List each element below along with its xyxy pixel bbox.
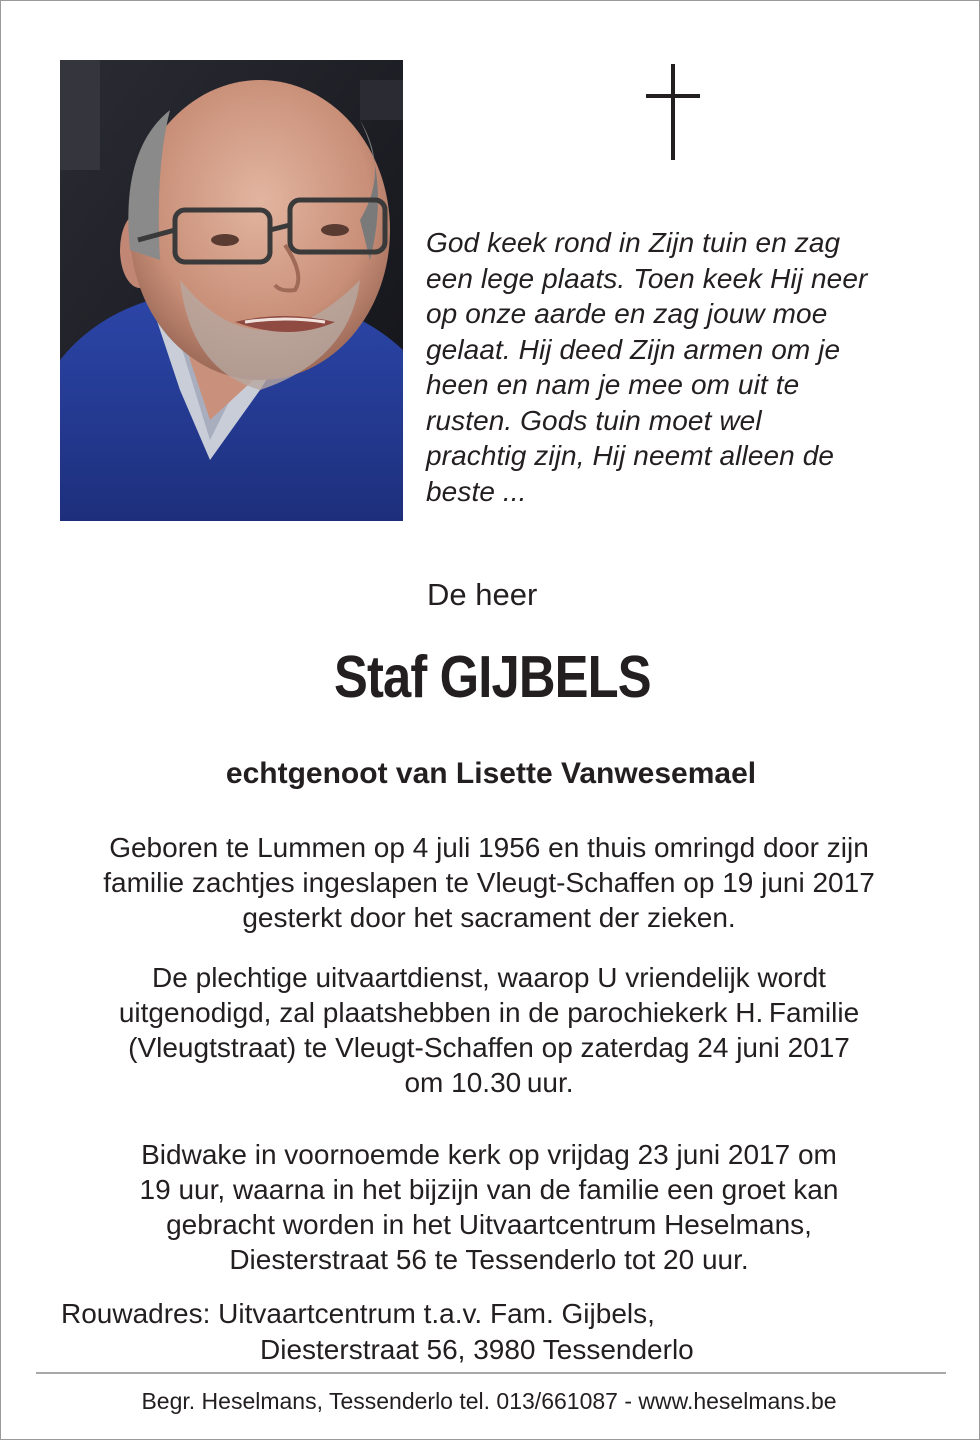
text-line: om 10.30 uur. <box>404 1067 574 1098</box>
poem-line: rusten. Gods tuin moet wel <box>426 404 762 436</box>
mourning-address-line-1: Rouwadres: Uitvaartcentrum t.a.v. Fam. Gijbels, <box>61 1298 655 1329</box>
poem-line: heen en nam je mee om uit te <box>426 369 800 400</box>
portrait-photo <box>60 60 403 521</box>
text-line: (Vleugtstraat) te Vleugt-Schaffen op zaterdag 24 juni 2017 <box>128 1032 850 1063</box>
text-line: uitgenodigd, zal plaatshebben in de parochiekerk H. Familie <box>118 997 860 1028</box>
memorial-poem <box>426 225 926 509</box>
footer-divider <box>36 1372 946 1374</box>
text-line: Geboren te Lummen op 4 juli 1956 en thuis omringd door zijn <box>109 832 869 863</box>
poem-line: God keek rond in Zijn tuin en zag <box>426 227 841 258</box>
text-line: De plechtige uitvaartdienst, waarop U vriendelijk wordt <box>152 962 826 993</box>
birth-death-info <box>1 830 977 935</box>
text-line: gesterkt door het sacrament der zieken. <box>242 902 736 933</box>
mourning-address-line-2: Diesterstraat 56, 3980 Tessenderlo <box>260 1334 694 1365</box>
text-line: gebracht worden in het Uitvaartcentrum Heselmans, <box>166 1209 812 1240</box>
poem-line: een lege plaats. Toen keek Hij neer <box>426 262 868 294</box>
cross-icon <box>643 64 703 160</box>
spouse-line: echtgenoot van Lisette Vanwesemael <box>225 757 757 790</box>
poem-line: gelaat. Hij deed Zijn armen om je <box>426 333 841 365</box>
text-line: 19 uur, waarna in het bijzijn van de familie een groet kan <box>139 1174 839 1205</box>
text-line: Diesterstraat 56 te Tessenderlo tot 20 uur. <box>229 1244 749 1275</box>
deceased-name: Staf GIJBELS <box>334 644 651 710</box>
funeral-info <box>1 960 977 1100</box>
salutation: De heer <box>427 577 538 612</box>
poem-line: prachtig zijn, Hij neemt alleen de <box>426 440 835 471</box>
vigil-info <box>1 1137 977 1277</box>
poem-line: op onze aarde en zag jouw moe <box>426 298 828 329</box>
text-line: familie zachtjes ingeslapen te Vleugt-Schaffen op 19 juni 2017 <box>103 867 875 898</box>
poem-line: beste ... <box>426 475 527 507</box>
funeral-home-footer: Begr. Heselmans, Tessenderlo tel. 013/661087 - www.heselmans.be <box>141 1388 837 1414</box>
text-line: Bidwake in voornoemde kerk op vrijdag 23 juni 2017 om <box>141 1139 837 1170</box>
